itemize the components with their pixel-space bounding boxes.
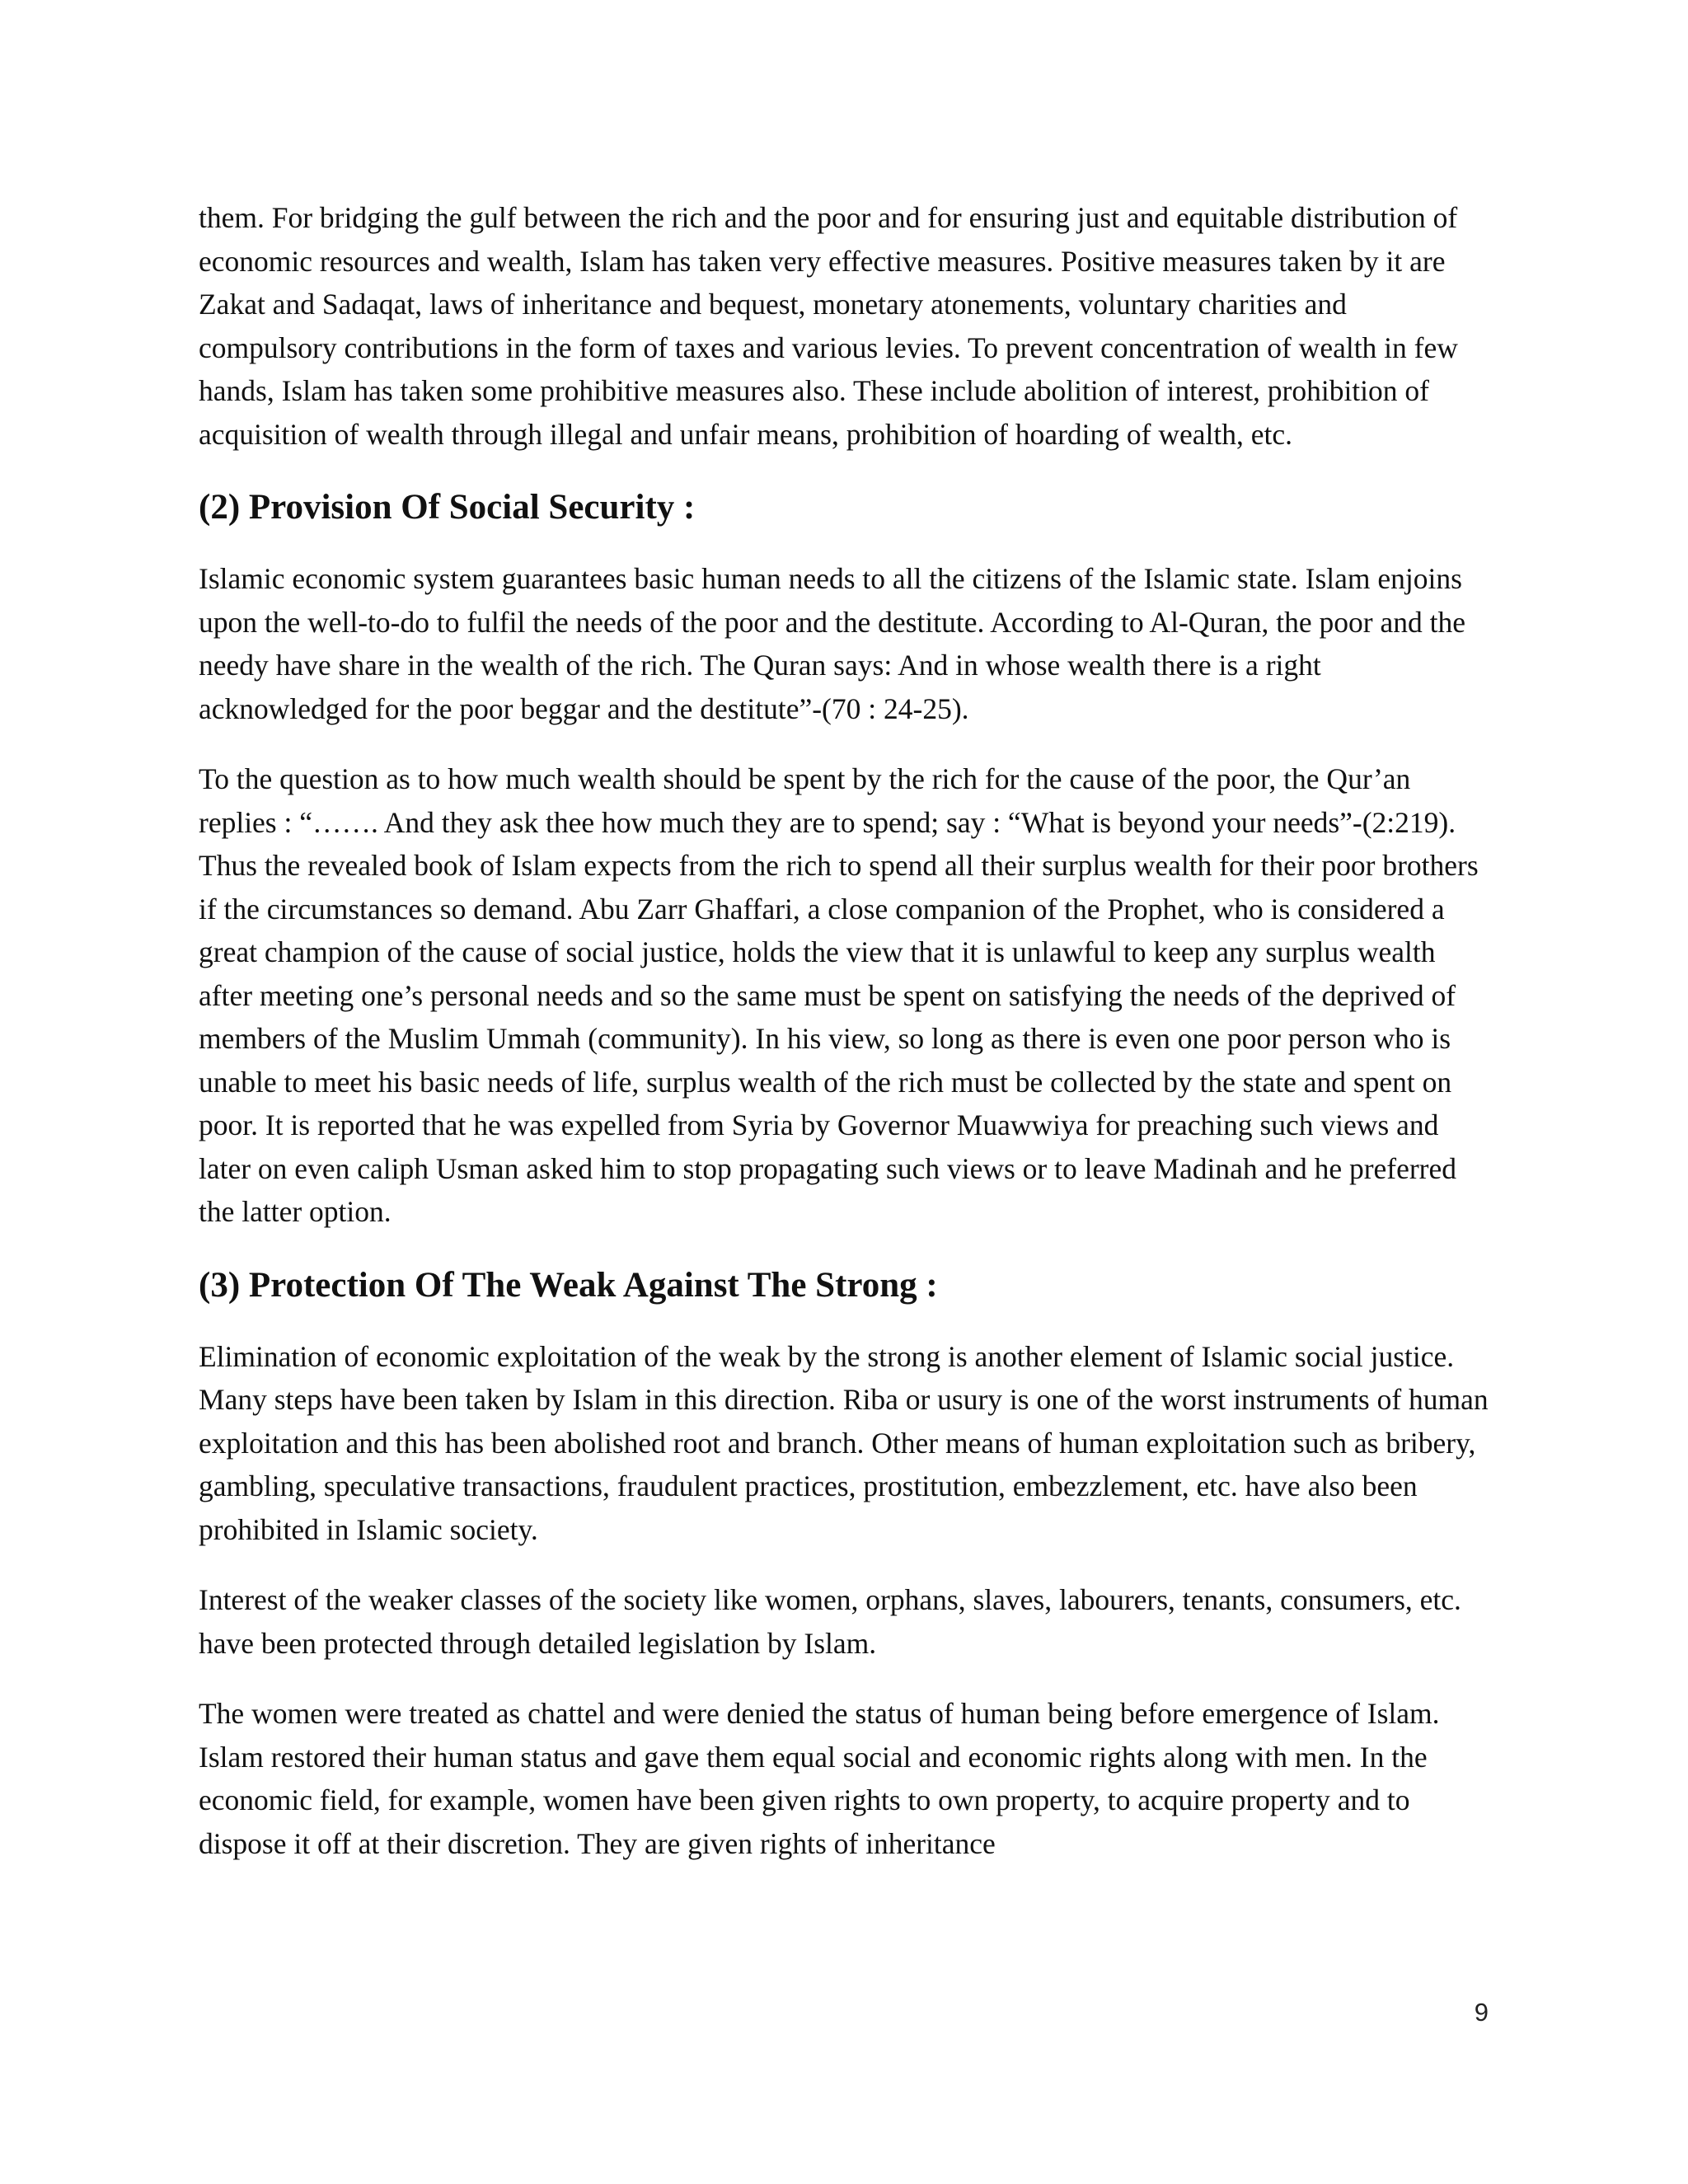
document-page: [199, 196, 1489, 1892]
section-3-paragraph-1: Elimination of economic exploitation of the weak by the strong is another element of Islamic social justice. Many steps have been taken by Islam in this direction. Riba or usury is one of the worst instruments of human exploitation and this has been abolished root and branch. Other means of human exploitation such as bribery, gambling, speculative transactions, fraudulent practices, prostitution, embezzlement, etc. have also been prohibited in Islamic society.: [199, 1339, 1489, 1546]
section-2-paragraph-2: To the question as to how much wealth should be spent by the rich for the cause of the poor, the Qur’an replies : “……. And they ask thee how much they are to spend; say : “What is beyond your needs”-(2:219). Thus the revealed book of Islam expects from the rich to spend all their surplus wealth for their poor brothers if the circumstances so demand. Abu Zarr Ghaffari, a close companion of the Prophet, who is considered a great champion of the cause of social justice, holds the view that it is unlawful to keep any surplus wealth after meeting one’s personal needs and so the same must be spent on satisfying the needs of the deprived of members of the Muslim Ummah (community). In his view, so long as there is even one poor person who is unable to meet his basic needs of life, surplus wealth of the rich must be collected by the state and spent on poor. It is reported that he was expelled from Syria by Governor Muawwiya for preaching such views and later on even caliph Usman asked him to stop propagating such views or to leave Madinah and he preferred the latter option.: [199, 762, 1479, 1228]
intro-paragraph: them. For bridging the gulf between the rich and the poor and for ensuring just and equitable distribution of economic resources and wealth, Islam has taken very effective measures. Positive measures taken by it are Zakat and Sadaqat, laws of inheritance and bequest, monetary atonements, voluntary charities and compulsory contributions in the form of taxes and various levies. To prevent concentration of wealth in few hands, Islam has taken some prohibitive measures also. These include abolition of interest, prohibition of acquisition of wealth through illegal and unfair means, prohibition of hoarding of wealth, etc.: [199, 201, 1458, 451]
section-3-heading: (3) Protection Of The Weak Against The Strong :: [199, 1265, 938, 1305]
section-2-paragraph-1: Islamic economic system guarantees basic human needs to all the citizens of the Islamic state. Islam enjoins upon the well-to-do to fulfil the needs of the poor and the destitute. According to Al-Quran, the poor and the needy have share in the wealth of the rich. The Quran says: And in whose wealth there is a right acknowledged for the poor beggar and the destitute”-(70 : 24-25).: [199, 562, 1465, 725]
page-number: 9: [1474, 1998, 1489, 2027]
section-3-paragraph-3: The women were treated as chattel and were denied the status of human being before emergence of Islam. Islam restored their human status and gave them equal social and economic rights along with men. In the economic field, for example, women have been given rights to own property, to acquire property and to dispose it off at their discretion. They are given rights of inheritance: [199, 1697, 1440, 1860]
section-2-heading: (2) Provision Of Social Security :: [199, 488, 696, 527]
section-3-paragraph-2: Interest of the weaker classes of the society like women, orphans, slaves, labourers, tenants, consumers, etc. have been protected through detailed legislation by Islam.: [199, 1583, 1461, 1660]
